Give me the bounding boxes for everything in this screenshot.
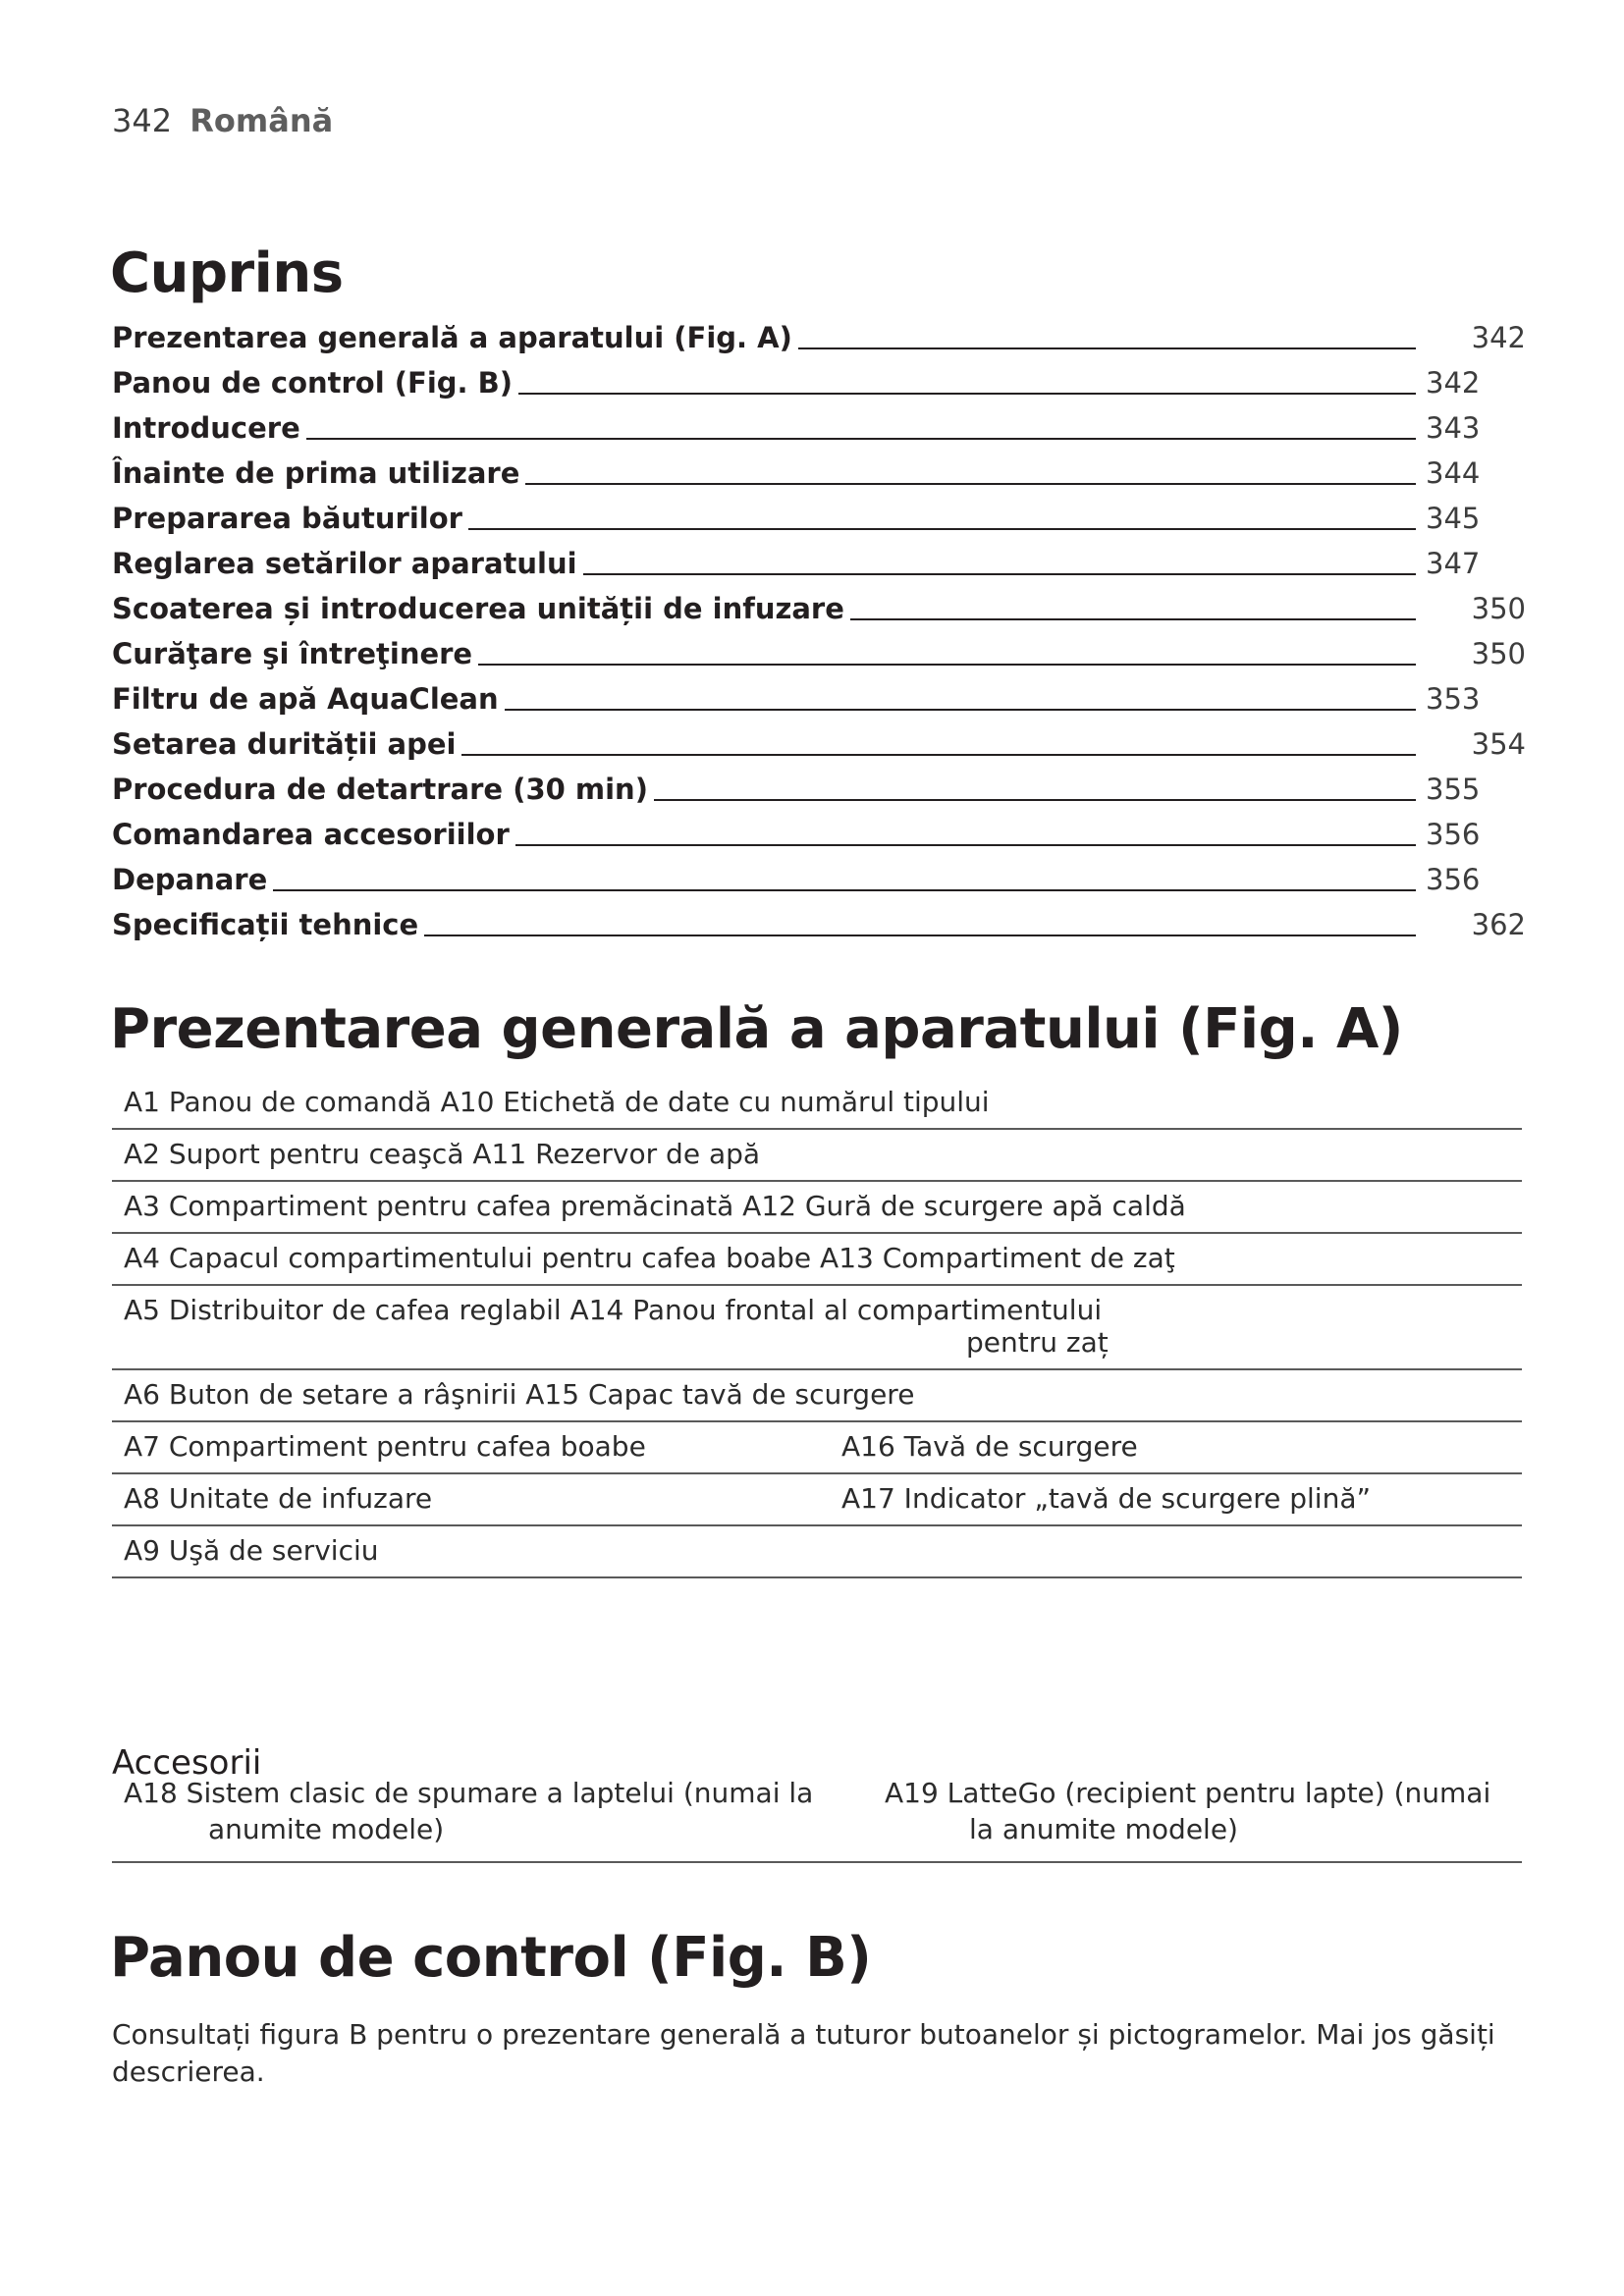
toc-entry-page: 354 bbox=[1471, 727, 1526, 761]
toc-title: Cuprins bbox=[110, 241, 344, 305]
toc-entry-page: 356 bbox=[1426, 818, 1481, 851]
accessory-a18-line2: anumite modele) bbox=[208, 1813, 445, 1845]
parts-row bbox=[112, 1234, 1522, 1286]
parts-cell: A1 Panou de comandă A10 Etichetă de date cu numărul tipului bbox=[124, 1086, 990, 1118]
toc-entry-page: 342 bbox=[1471, 321, 1526, 354]
parts-cell: A3 Compartiment pentru cafea premăcinată A12 Gură de scurgere apă caldă bbox=[124, 1190, 1186, 1222]
page-header bbox=[112, 102, 333, 139]
toc-entry-page: 350 bbox=[1471, 637, 1526, 670]
toc-entry-page: 356 bbox=[1426, 863, 1481, 896]
toc-entry-label: Panou de control (Fig. B) bbox=[112, 366, 513, 400]
page-number: 342 bbox=[112, 102, 173, 139]
toc-entry[interactable] bbox=[112, 583, 1526, 628]
parts-cell: A8 Unitate de infuzare bbox=[124, 1482, 433, 1515]
parts-cell: A16 Tavă de scurgere bbox=[841, 1430, 1138, 1463]
toc-entry-page: 345 bbox=[1426, 502, 1481, 535]
toc-entry-label: Înainte de prima utilizare bbox=[112, 456, 520, 490]
toc-entry[interactable] bbox=[112, 628, 1526, 673]
parts-cell: A17 Indicator „tavă de scurgere plină” bbox=[841, 1482, 1371, 1515]
toc-entry[interactable] bbox=[112, 764, 1526, 809]
toc-entry[interactable] bbox=[112, 312, 1526, 357]
toc-entry-label: Procedura de detartrare (30 min) bbox=[112, 773, 648, 806]
toc-leader-line bbox=[461, 753, 1416, 756]
parts-row bbox=[112, 1422, 1522, 1474]
toc-entry-page: 362 bbox=[1471, 908, 1526, 941]
toc-entry[interactable] bbox=[112, 899, 1526, 944]
accessories-title: Accesorii bbox=[112, 1743, 262, 1784]
accessory-a18 bbox=[124, 1775, 885, 1847]
toc-entry-page: 353 bbox=[1426, 682, 1481, 716]
parts-cell: A5 Distribuitor de cafea reglabil A14 Panou frontal al compartimentului bbox=[124, 1294, 1103, 1326]
toc-entry[interactable] bbox=[112, 493, 1526, 538]
accessory-a19 bbox=[885, 1775, 1490, 1847]
toc-entry-label: Comandarea accesoriilor bbox=[112, 818, 510, 851]
toc-entry-page: 347 bbox=[1426, 547, 1481, 580]
accessories-list bbox=[112, 1775, 1522, 1863]
toc-leader-line bbox=[505, 708, 1416, 711]
parts-cell: A7 Compartiment pentru cafea boabe bbox=[124, 1430, 646, 1463]
page-language: Română bbox=[189, 102, 334, 139]
toc-leader-line bbox=[850, 617, 1416, 620]
control-panel-description: Consultați figura B pentru o prezentare generală a tuturor butoanelor și pictogramelor. Mai jos găsiți descrierea. bbox=[112, 2018, 1495, 2088]
toc-entry[interactable] bbox=[112, 448, 1526, 493]
toc-leader-line bbox=[478, 663, 1416, 666]
parts-row bbox=[112, 1286, 1522, 1370]
toc-leader-line bbox=[515, 843, 1416, 846]
toc-entry-page: 342 bbox=[1426, 366, 1481, 400]
toc-leader-line bbox=[583, 572, 1416, 575]
toc-entry-page: 344 bbox=[1426, 456, 1481, 490]
toc-entry-label: Prezentarea generală a aparatului (Fig. A) bbox=[112, 321, 792, 354]
toc-leader-line bbox=[424, 934, 1416, 936]
toc-entry-label: Specificații tehnice bbox=[112, 908, 419, 941]
table-of-contents bbox=[112, 312, 1526, 944]
toc-leader-line bbox=[518, 392, 1416, 395]
toc-leader-line bbox=[798, 347, 1416, 349]
toc-entry[interactable] bbox=[112, 719, 1526, 764]
overview-title: Prezentarea generală a aparatului (Fig. A) bbox=[110, 997, 1403, 1061]
toc-entry-label: Curăţare şi întreţinere bbox=[112, 637, 473, 670]
parts-cell-continuation: pentru zaț bbox=[966, 1326, 1109, 1359]
toc-entry[interactable] bbox=[112, 538, 1526, 583]
toc-entry-page: 350 bbox=[1471, 592, 1526, 625]
parts-row bbox=[112, 1078, 1522, 1130]
toc-leader-line bbox=[273, 888, 1416, 891]
parts-cell: A6 Buton de setare a râşnirii A15 Capac tavă de scurgere bbox=[124, 1378, 915, 1411]
parts-cell: A2 Suport pentru ceaşcă A11 Rezervor de apă bbox=[124, 1138, 761, 1170]
toc-entry-page: 343 bbox=[1426, 411, 1481, 445]
parts-row bbox=[112, 1474, 1522, 1526]
parts-cell: A9 Uşă de serviciu bbox=[124, 1534, 379, 1567]
parts-list bbox=[112, 1078, 1522, 1578]
control-panel-title: Panou de control (Fig. B) bbox=[110, 1926, 872, 1990]
toc-leader-line bbox=[468, 527, 1416, 530]
accessory-a18-line1: A18 Sistem clasic de spumare a laptelui (numai la bbox=[124, 1777, 814, 1809]
toc-entry-page: 355 bbox=[1426, 773, 1481, 806]
parts-row bbox=[112, 1130, 1522, 1182]
toc-entry-label: Introducere bbox=[112, 411, 300, 445]
toc-entry-label: Prepararea băuturilor bbox=[112, 502, 462, 535]
toc-entry[interactable] bbox=[112, 357, 1526, 402]
parts-row bbox=[112, 1182, 1522, 1234]
accessory-a19-line2: la anumite modele) bbox=[969, 1813, 1238, 1845]
parts-row bbox=[112, 1370, 1522, 1422]
toc-leader-line bbox=[654, 798, 1416, 801]
toc-entry-label: Scoaterea și introducerea unității de infuzare bbox=[112, 592, 844, 625]
accessory-a19-line1: A19 LatteGo (recipient pentru lapte) (numai bbox=[885, 1777, 1491, 1809]
parts-cell: A4 Capacul compartimentului pentru cafea boabe A13 Compartiment de zaţ bbox=[124, 1242, 1175, 1274]
toc-entry[interactable] bbox=[112, 809, 1526, 854]
toc-leader-line bbox=[306, 437, 1416, 440]
toc-entry[interactable] bbox=[112, 402, 1526, 448]
toc-leader-line bbox=[525, 482, 1416, 485]
toc-entry-label: Setarea durității apei bbox=[112, 727, 457, 761]
toc-entry-label: Reglarea setărilor aparatului bbox=[112, 547, 577, 580]
toc-entry[interactable] bbox=[112, 854, 1526, 899]
toc-entry-label: Depanare bbox=[112, 863, 268, 896]
toc-entry-label: Filtru de apă AquaClean bbox=[112, 682, 499, 716]
parts-row bbox=[112, 1526, 1522, 1578]
toc-entry[interactable] bbox=[112, 673, 1526, 719]
